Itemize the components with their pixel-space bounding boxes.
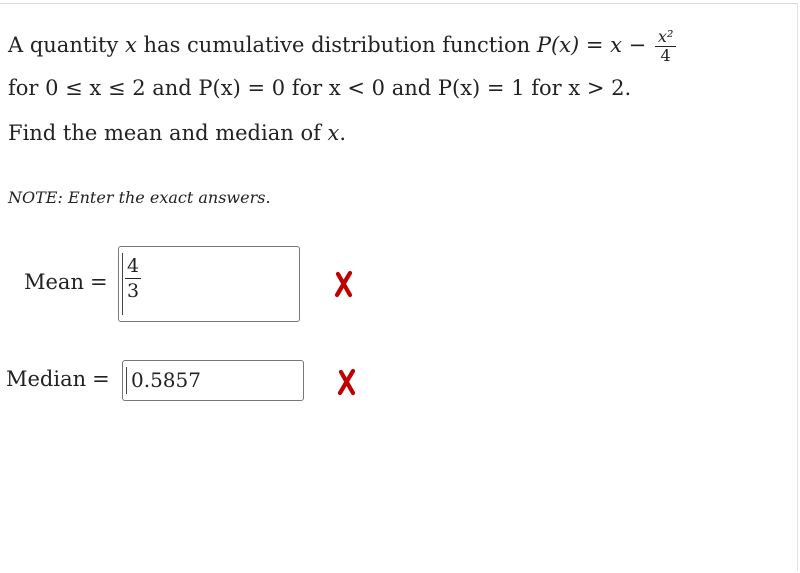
median-label: Median = <box>6 367 110 391</box>
mean-cursor <box>122 253 123 315</box>
mean-input[interactable] <box>118 246 300 322</box>
cdf-fraction-numerator: x² <box>655 28 676 47</box>
mean-numerator: 4 <box>127 255 140 277</box>
problem-line-3 <box>8 121 346 145</box>
problem-period: . <box>339 121 347 145</box>
median-input[interactable] <box>122 360 304 401</box>
mean-label: Mean = <box>24 270 108 294</box>
median-equals: = <box>92 367 110 391</box>
problem-intro: A quantity <box>8 33 119 57</box>
note-text: NOTE: Enter the exact answers. <box>8 188 271 207</box>
cdf-lhs: P(x) = x − <box>536 33 647 57</box>
problem-question: Find the mean and median of <box>8 121 321 145</box>
problem-line-2: for 0 ≤ x ≤ 2 and P(x) = 0 for x < 0 and P(x) = 1 for x > 2. <box>8 76 632 100</box>
mean-denominator: 3 <box>127 280 140 302</box>
mean-fraction <box>125 254 141 303</box>
problem-intro-rest: has cumulative distribution function <box>143 33 531 57</box>
cdf-fraction <box>655 28 676 65</box>
problem-line-1 <box>8 28 678 65</box>
median-value: 0.5857 <box>131 368 201 392</box>
mean-equals: = <box>89 270 108 294</box>
variable-x-2: x <box>327 121 340 145</box>
cdf-fraction-denominator: 4 <box>660 46 671 65</box>
median-incorrect-icon <box>336 368 358 396</box>
median-cursor <box>126 367 127 394</box>
variable-x: x <box>125 33 137 57</box>
mean-incorrect-icon <box>333 270 355 298</box>
